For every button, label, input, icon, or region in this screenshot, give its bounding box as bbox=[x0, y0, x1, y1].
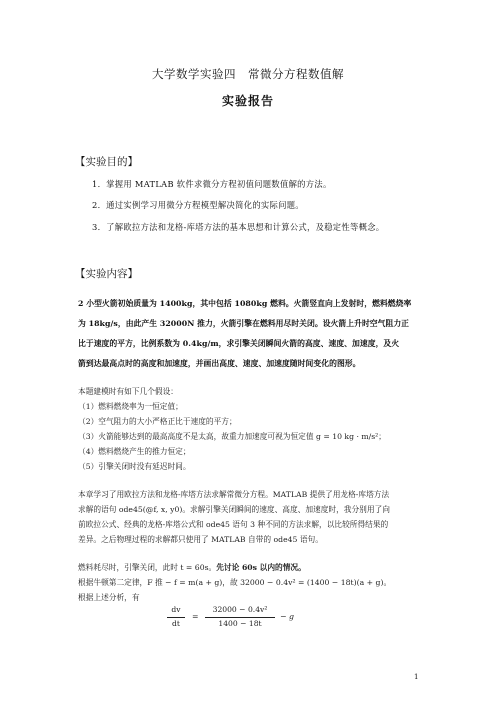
method-line-4: 差异。之后物理过程的求解都只使用了 MATLAB 自带的 ode45 语句。 bbox=[78, 535, 323, 544]
problem-line-3: 比于速度的平方，比例系数为 0.4kg/m，求引擎关闭瞬间火箭的高度、速度、加速度，及火 bbox=[78, 339, 400, 348]
method-line-1: 本章学习了用欧拉方法和龙格-库塔方法求解常微分方程。MATLAB 提供了用龙格-库塔方法 bbox=[78, 490, 390, 499]
purpose-item-1: 1．掌握用 MATLAB 软件求微分方程初值问题数值解的方法。 bbox=[92, 179, 332, 189]
page-number: 1 bbox=[414, 673, 419, 681]
equation-lhs-numerator: dv bbox=[171, 605, 181, 614]
assumption-1: （1）燃料燃烧率为一恒定值； bbox=[78, 402, 183, 411]
purpose-item-3: 3．了解欧拉方法和龙格-库塔方法的基本思想和计算公式，及稳定性等概念。 bbox=[92, 222, 385, 232]
document-title: 大学数学实验四 常微分方程数值解 bbox=[152, 67, 344, 81]
equation-minus-g: − g bbox=[280, 612, 295, 621]
equation-lhs-denominator: dt bbox=[172, 619, 180, 628]
analysis-line-1-plain: 燃料耗尽时，引擎关闭，此时 t = 60s。 bbox=[78, 563, 217, 572]
assumption-2: （2）空气阻力的大小严格正比于速度的平方； bbox=[78, 417, 237, 426]
content-heading: 【实验内容】 bbox=[75, 268, 138, 280]
equation-rhs-denominator: 1400 − 18t bbox=[218, 619, 262, 628]
equation-rhs-fraction-bar bbox=[205, 617, 275, 618]
assumption-4: （4）燃料燃烧产生的推力恒定； bbox=[78, 447, 191, 456]
method-line-3: 前欧拉公式、经典的龙格-库塔公式和 ode45 语句 3 种不同的方法求解，以比较所得结果的 bbox=[78, 520, 389, 529]
analysis-line-3: 根据上述分析，有 bbox=[78, 593, 140, 602]
equation-rhs-numerator: 32000 − 0.4v² bbox=[212, 605, 268, 614]
method-line-2: 求解的语句 ode45(@f, x, y0)。求解引擎关闭瞬间的速度、高度、加速度时，我分别用了向 bbox=[78, 505, 390, 514]
equation-equals: = bbox=[192, 612, 199, 621]
purpose-heading: 【实验目的】 bbox=[75, 156, 138, 168]
purpose-item-2: 2．通过实例学习用微分方程模型解决简化的实际问题。 bbox=[92, 200, 304, 210]
problem-line-1: 2 小型火箭初始质量为 1400kg，其中包括 1080kg 燃料。火箭竖直向上发射时，燃料燃烧率 bbox=[78, 299, 412, 308]
analysis-line-1 bbox=[78, 562, 306, 573]
assumption-5: （5）引擎关闭时没有延迟时间。 bbox=[78, 462, 191, 471]
analysis-line-1-bold: 先讨论 60s 以内的情况。 bbox=[216, 563, 306, 572]
document-subtitle: 实验报告 bbox=[221, 94, 274, 108]
assumptions-intro: 本题建模时有如下几个假设： bbox=[78, 387, 178, 396]
equation-lhs-fraction-bar bbox=[167, 617, 185, 618]
assumption-3: （3）火箭能够达到的最高高度不是太高，故重力加速度可视为恒定值 g = 10 kg · m/s²； bbox=[78, 432, 386, 441]
analysis-line-2: 根据牛顿第二定律，F 推 − f = m(a + g)，故 32000 − 0.4v² = (1400 − 18t)(a + g)。 bbox=[78, 578, 392, 587]
problem-line-2: 为 18kg/s，由此产生 32000N 推力，火箭引擎在燃料用尽时关闭。设火箭上升时空气阻力正 bbox=[78, 319, 410, 328]
problem-line-4: 箭到达最高点时的高度和加速度，并画出高度、速度、加速度随时间变化的图形。 bbox=[78, 359, 361, 368]
